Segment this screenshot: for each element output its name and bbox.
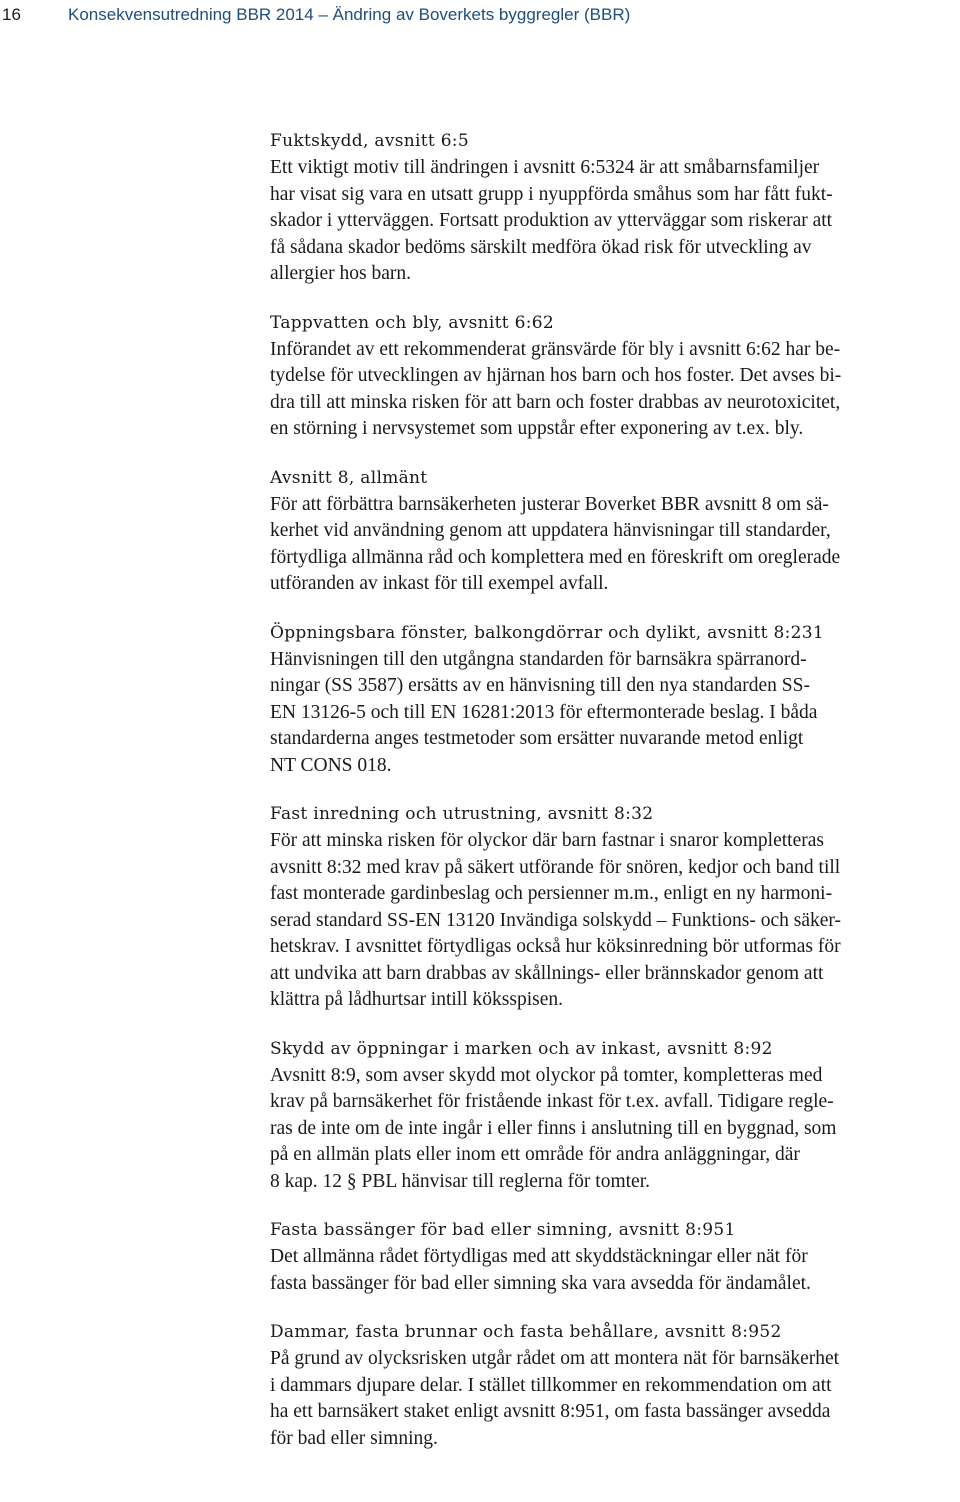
section-paragraph [270, 337, 960, 443]
text-line: På grund av olycksrisken utgår rådet om att montera nät för barnsäkerhet [270, 1348, 840, 1369]
section-heading: Tappvatten och bly, avsnitt 6:62 [270, 312, 555, 333]
text-line: Det allmänna rådet förtydligas med att skyddstäckningar eller nät för [270, 1246, 808, 1267]
section-heading: Öppningsbara fönster, balkongdörrar och dylikt, avsnitt 8:231 [270, 622, 824, 643]
section-paragraph [270, 492, 960, 598]
document-body [270, 128, 960, 1474]
text-line: För att förbättra barnsäkerheten justerar Boverket BBR avsnitt 8 om sä- [270, 493, 829, 515]
text-line: krav på barnsäkerhet för fristående inkast för t.ex. avfall. Tidigare regle- [270, 1091, 834, 1112]
text-line: avsnitt 8:32 med krav på säkert utförande för snören, kedjor och band till [270, 856, 841, 878]
section-heading: Fasta bassänger för bad eller simning, avsnitt 8:951 [270, 1220, 736, 1240]
text-line: Ett viktigt motiv till ändringen i avsnitt 6:5324 är att småbarnsfamiljer [270, 157, 820, 178]
section-tappvatten [270, 310, 960, 443]
text-line: Införandet av ett rekommenderat gränsvärde för bly i avsnitt 6:62 har be- [270, 338, 841, 360]
text-line: på en allmän plats eller inom ett område för andra anläggningar, där [270, 1144, 800, 1165]
section-paragraph [270, 647, 960, 780]
text-line: Avsnitt 8:9, som avser skydd mot olyckor på tomter, kompletteras med [270, 1064, 823, 1086]
text-line: ha ett barnsäkert staket enligt avsnitt 8:951, om fasta bassänger avsedda [270, 1401, 831, 1422]
text-line: allergier hos barn. [270, 263, 411, 284]
text-line: skador i ytterväggen. Fortsatt produktion av ytterväggar som riskerar att [270, 210, 833, 231]
section-heading: Skydd av öppningar i marken och av inkast, avsnitt 8:92 [270, 1038, 773, 1059]
section-fasta-bassanger [270, 1217, 960, 1297]
running-header-title: Konsekvensutredning BBR 2014 – Ändring av Boverkets byggregler (BBR) [68, 5, 631, 24]
text-line: tydelse för utvecklingen av hjärnan hos barn och hos foster. Det avses bi- [270, 365, 842, 386]
text-line: För att minska risken för olyckor där barn fastnar i snaror kompletteras [270, 830, 824, 851]
section-paragraph [270, 1063, 960, 1196]
text-line: ras de inte om de inte ingår i eller finns i anslutning till en byggnad, som [270, 1117, 837, 1139]
section-paragraph [270, 155, 960, 288]
section-heading: Fast inredning och utrustning, avsnitt 8:32 [270, 804, 654, 824]
section-avsnitt-8 [270, 465, 960, 598]
text-line: dra till att minska risken för att barn och foster drabbas av neurotoxicitet, [270, 391, 841, 413]
text-line: ningar (SS 3587) ersätts av en hänvisning till den nya standarden SS- [270, 675, 810, 696]
text-line: klättra på lådhurtsar intill köksspisen. [270, 989, 563, 1010]
section-oppningsbara-fonster [270, 620, 960, 780]
text-line: förtydliga allmänna råd och komplettera med en föreskrift om oreglerade [270, 546, 841, 568]
text-line: i dammars djupare delar. I stället tillkommer en rekommendation om att [270, 1374, 832, 1396]
section-skydd-oppningar [270, 1036, 960, 1196]
text-line: att undvika att barn drabbas av skållnings- eller brännskador genom att [270, 962, 824, 984]
text-line: kerhet vid användning genom att uppdatera hänvisningar till standarder, [270, 520, 831, 541]
section-fuktskydd [270, 128, 960, 288]
text-line: fast monterade gardinbeslag och persienner m.m., enligt en ny harmoni- [270, 883, 833, 904]
text-line: serad standard SS-EN 13120 Invändiga solskydd – Funktions- och säker- [270, 909, 841, 931]
text-line: NT CONS 018. [270, 754, 392, 776]
text-line: 8 kap. 12 § PBL hänvisar till reglerna för tomter. [270, 1170, 650, 1192]
text-line: en störning i nervsystemet som uppstår efter exponering av t.ex. bly. [270, 418, 804, 439]
text-line: för bad eller simning. [270, 1427, 438, 1449]
text-line: utföranden av inkast för till exempel avfall. [270, 573, 609, 594]
text-line: hetskrav. I avsnittet förtydligas också hur köksinredning bör utformas för [270, 936, 841, 957]
section-heading: Avsnitt 8, allmänt [270, 467, 428, 488]
section-heading: Dammar, fasta brunnar och fasta behållare, avsnitt 8:952 [270, 1322, 782, 1342]
section-paragraph [270, 1346, 960, 1452]
text-line: fasta bassänger för bad eller simning ska vara avsedda för ändamålet. [270, 1272, 811, 1294]
text-line: EN 13126-5 och till EN 16281:2013 för eftermonterade beslag. I båda [270, 701, 818, 723]
section-fast-inredning [270, 801, 960, 1014]
text-line: få sådana skador bedöms särskilt medföra ökad risk för utveckling av [270, 236, 812, 258]
page-number: 16 [2, 5, 21, 24]
section-paragraph [270, 828, 960, 1014]
text-line: Hänvisningen till den utgångna standarden för barnsäkra spärranord- [270, 648, 807, 670]
section-dammar [270, 1319, 960, 1452]
section-heading: Fuktskydd, avsnitt 6:5 [270, 131, 469, 151]
text-line: har visat sig vara en utsatt grupp i nyuppförda småhus som har fått fukt- [270, 183, 833, 205]
section-paragraph [270, 1244, 960, 1297]
text-line: standarderna anges testmetoder som ersätter nuvarande metod enligt [270, 728, 804, 749]
